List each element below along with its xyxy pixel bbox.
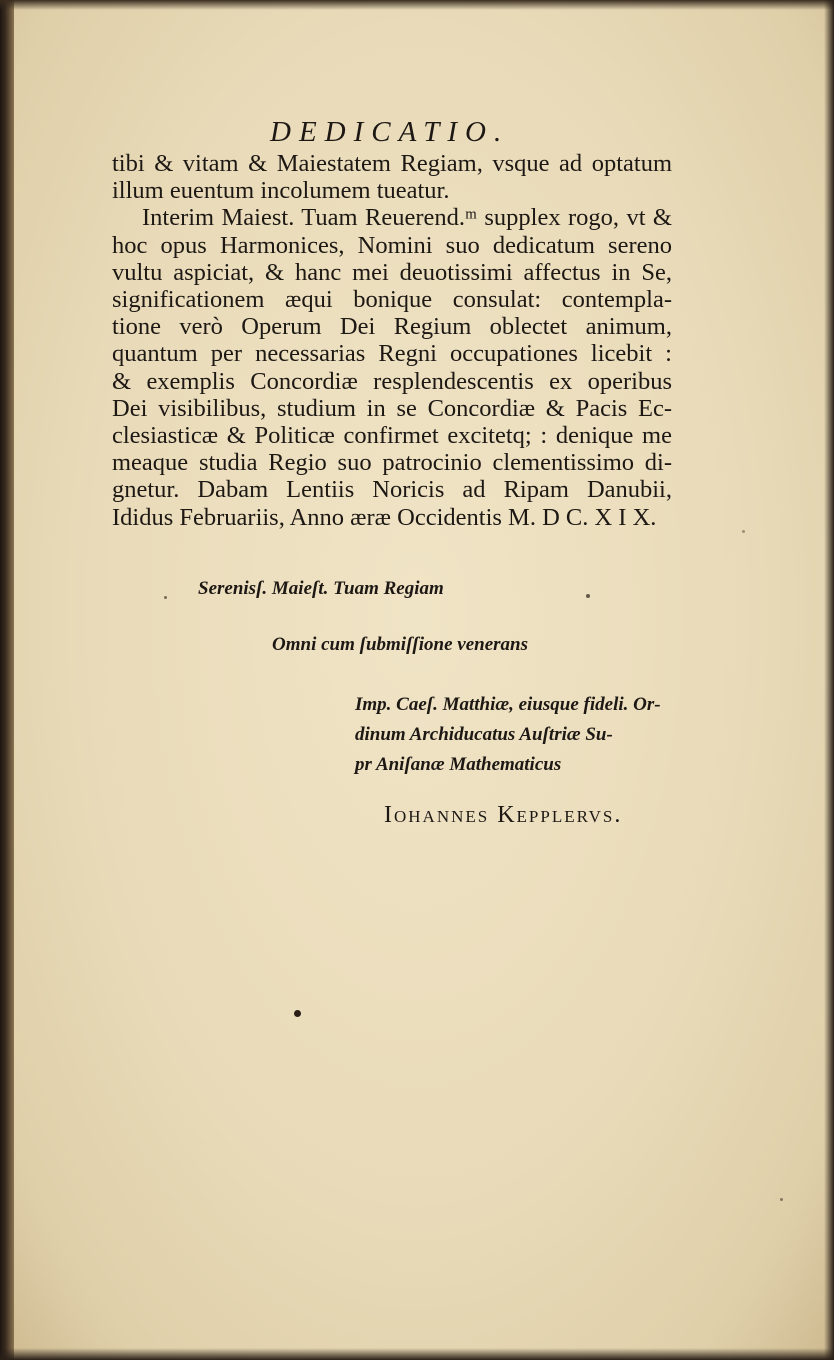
author-title-line: pr Aniſanæ Mathematicus — [355, 754, 562, 775]
body-line: tibi & vitam & Maiestatem Regiam, vsque ad optatum — [112, 150, 672, 177]
page-edge-right — [824, 0, 834, 1360]
body-line: Dei visibilibus, studium in se Concordiæ & Pacis Ec- — [112, 394, 672, 422]
author-signature: Iohannes Kepplervs. — [384, 802, 623, 828]
body-line: quantum per necessarias Regni occupationes licebit : — [112, 340, 672, 368]
page-edge-top — [0, 0, 834, 10]
body-line: Interim Maiest. Tuam Reuerend.ᵐ supplex rogo, vt & — [142, 204, 672, 232]
ink-speck — [294, 1010, 301, 1017]
closing-humility: Omni cum ſubmiſſione venerans — [272, 634, 528, 655]
ink-speck — [780, 1198, 783, 1201]
author-title-line: Imp. Caeſ. Matthiæ, eiusque fideli. Or- — [355, 694, 661, 715]
running-head: DEDICATIO. — [270, 116, 510, 148]
body-line: vultu aspiciat, & hanc mei deuotissimi affectus in Se, — [112, 258, 672, 286]
author-title-line: dinum Archiducatus Auſtriæ Su- — [355, 724, 613, 745]
body-line: tione verò Operum Dei Regium oblectet animum, — [112, 313, 672, 341]
author-title — [355, 690, 661, 780]
page-gutter-shadow — [0, 0, 14, 1360]
body-line: clesiasticæ & Politicæ confirmet excitetq; : denique me — [112, 422, 672, 450]
body-line: meaque studia Regio suo patrocinio clementissimo di- — [112, 449, 672, 477]
closing-salutation: Serenisſ. Maieſt. Tuam Regiam — [198, 578, 444, 599]
body-line: Ididus Februariis, Anno æræ Occidentis M. D C. X I X. — [112, 503, 657, 531]
body-line: hoc opus Harmonices, Nomini suo dedicatum sereno — [112, 231, 672, 259]
dedication-body — [112, 150, 672, 531]
ink-speck — [164, 596, 167, 599]
body-line: significationem æqui bonique consulat: contempla- — [112, 286, 672, 314]
body-line: illum euentum incolumem tueatur. — [112, 177, 450, 205]
ink-speck — [586, 594, 590, 598]
body-line: & exemplis Concordiæ resplendescentis ex operibus — [112, 367, 672, 395]
page-edge-bottom — [0, 1348, 834, 1360]
body-line: gnetur. Dabam Lentiis Noricis ad Ripam Danubii, — [112, 476, 672, 504]
ink-speck — [742, 530, 745, 533]
